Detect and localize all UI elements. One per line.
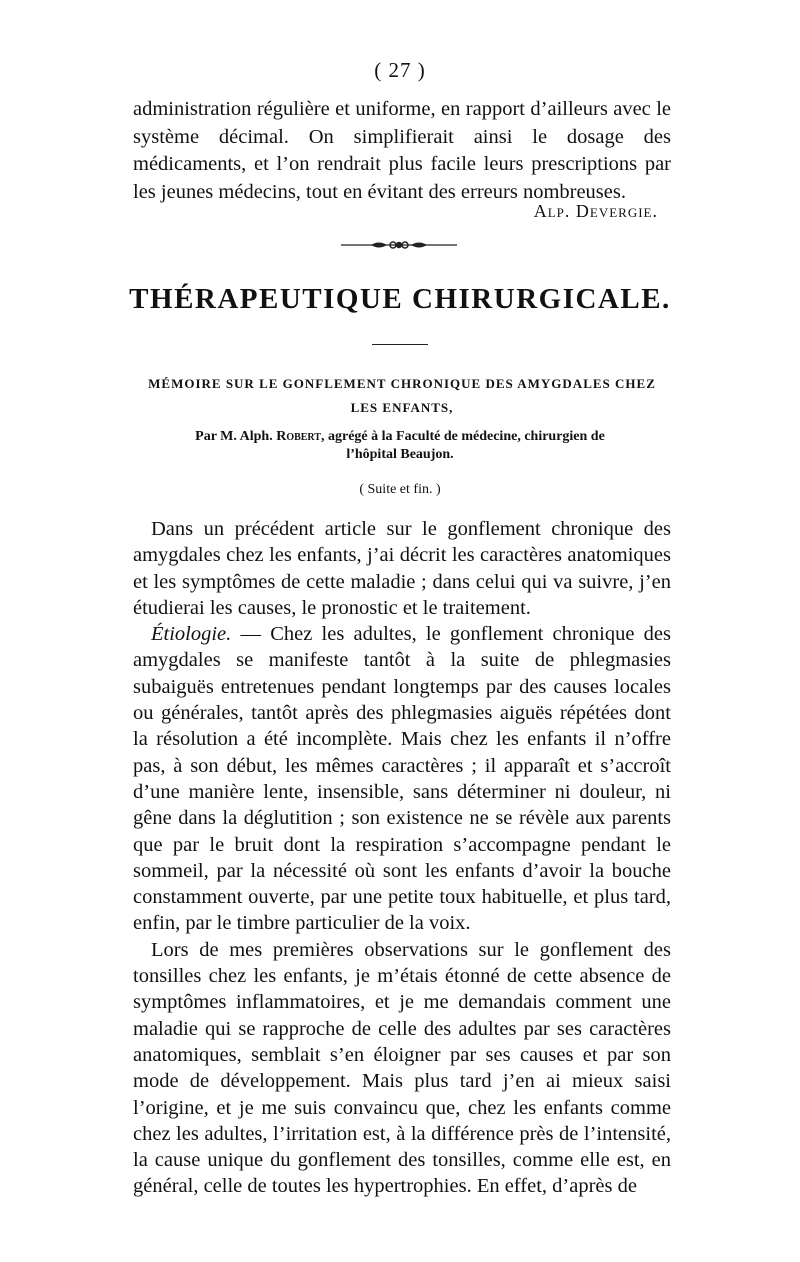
etiology-heading: Étiologie. xyxy=(151,623,232,646)
paragraph-observations: Lors de mes premières observations sur le gonflement des tonsilles chez les enfants, je m’étais étonné de cette absence de symptômes inflammatoires, et je me demandais comment une maladie qui se rapproche de celle des adultes par ses caractères anatomiques, semblait s’en éloigner par ses causes et par son mode de développement. Mais plus tard j’en ai mieux saisi l’origine, et je me suis convaincu que, chez les enfants comme chez les adultes, l’irritation est, à la différence près de l’intensité, la cause unique du gonflement des tonsilles, comme elle est, en général, celle de toutes les hypertrophies. En effet, d’après de xyxy=(133,938,671,1198)
byline-prefix: Par M. Alph. xyxy=(195,429,273,444)
short-rule xyxy=(372,344,428,345)
etiology-text: — Chez les adultes, le gonflement chronique des amygdales se manifeste tantôt à la suite de phlegmasies subaiguës entretenues pendant longtemps par des causes locales ou générales, tantôt après des phlegmasies aiguës répétées dont la résolution a été incomplète. Mais chez les enfants il n’offre pas, à son début, les mêmes caractères ; il apparaît et s’accroît d’une manière lente, insensible, sans déterminer ni douleur, ni gêne dans la déglutition ; son existence ne se révèle aux parents que par le bruit dont la respiration s’accompagne pendant le sommeil, par la nécessité où sont les enfants d’avoir la bouche constamment ouverte, par une petite toux habituelle, et plus tard, enfin, par le timbre particulier de la voix. xyxy=(133,623,671,935)
continued-note: ( Suite et fin. ) xyxy=(359,482,441,497)
page-number: ( 27 ) xyxy=(374,58,426,82)
byline-suffix: , agrégé à la Faculté de médecine, chirurgien de l’hôpital Beaujon. xyxy=(320,429,605,462)
ornament-divider xyxy=(341,239,457,251)
byline xyxy=(180,428,620,464)
paragraph-etiology xyxy=(133,621,671,937)
top-paragraph: administration régulière et uniforme, en rapport d’ailleurs avec le système décimal. On simplifierait ainsi le dosage des médicaments, et l’on rendrait plus facile leurs prescriptions par les jeunes médecins, tout en évitant des erreurs nombreuses. xyxy=(133,98,671,203)
memoir-title: MÉMOIRE SUR LE GONFLEMENT CHRONIQUE DES AMYGDALES CHEZ LES ENFANTS, xyxy=(148,376,656,415)
section-title: THÉRAPEUTIQUE CHIRURGICALE. xyxy=(129,283,671,315)
author-name: Robert xyxy=(276,429,321,444)
signature: Alp. Devergie. xyxy=(533,201,658,221)
body-text xyxy=(133,516,671,1200)
paragraph-intro: Dans un précédent article sur le gonflement chronique des amygdales chez les enfants, j’ai décrit les caractères anatomiques et les symptômes de cette maladie ; dans celui qui va suivre, j’en étudierai les causes, le pronostic et le traitement. xyxy=(133,518,671,619)
